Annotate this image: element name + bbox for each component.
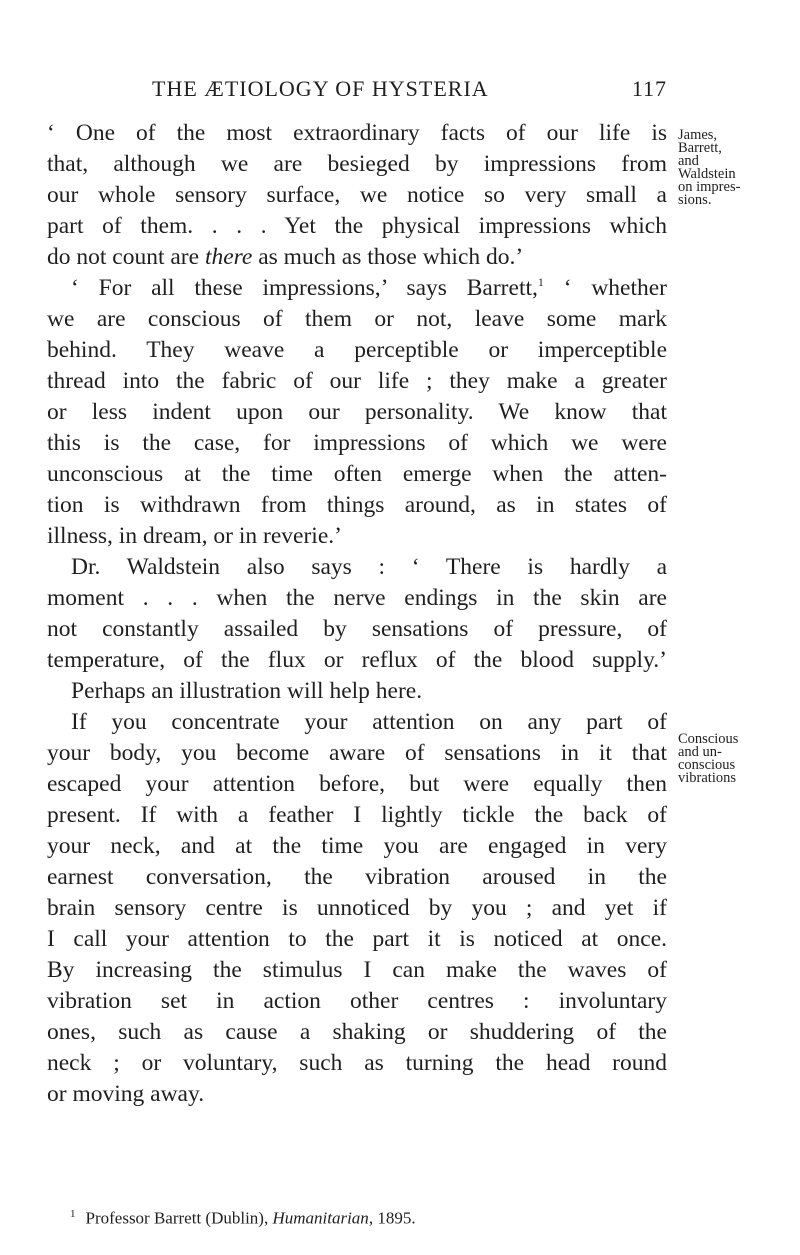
- footnote: [70, 1208, 416, 1229]
- sidenote-line: Waldstein: [678, 166, 736, 182]
- text-line: By increasing the stimulus I can make the waves of: [47, 957, 667, 983]
- text-line: earnest conversation, the vibration aroused in the: [47, 864, 667, 890]
- text-line: Perhaps an illustration will help here.: [71, 678, 423, 704]
- text-line: our whole sensory surface, we notice so very small a: [47, 182, 667, 208]
- text-line: unconscious at the time often emerge when the atten-: [47, 461, 667, 487]
- text-line: If you concentrate your attention on any part of: [71, 709, 667, 735]
- text-line: tion is withdrawn from things around, as in states of: [47, 492, 667, 518]
- sidenote-line: and: [678, 153, 699, 169]
- footnote-journal: Humanitarian: [272, 1208, 369, 1228]
- sidenote-line: conscious: [678, 757, 736, 773]
- footnote-text: Professor Barrett (Dublin),: [85, 1208, 273, 1228]
- text-segment: ‘ whether: [543, 275, 668, 301]
- footnote-text: , 1895.: [368, 1208, 416, 1228]
- text-line: [47, 242, 667, 273]
- text-line: that, although we are besieged by impressions from: [47, 151, 667, 177]
- sidenote-line: on impres-: [678, 179, 741, 195]
- text-segment: ‘ For all these impressions,’ says Barrett,: [71, 275, 538, 301]
- text-line: ‘ One of the most extraordinary facts of our life is: [47, 120, 667, 146]
- text-line: neck ; or voluntary, such as turning the head round: [47, 1050, 667, 1076]
- text-line: moment . . . when the nerve endings in the skin are: [47, 585, 667, 611]
- body-text: [47, 118, 667, 1110]
- text-line: illness, in dream, or in reverie.’: [47, 523, 342, 549]
- text-line: escaped your attention before, but were equally then: [47, 771, 667, 797]
- footnote-mark: 1: [70, 1208, 76, 1220]
- text-line: Dr. Waldstein also says : ‘ There is hardly a: [71, 554, 667, 580]
- text-line: or moving away.: [47, 1081, 205, 1107]
- emphasis: there: [204, 244, 253, 270]
- text-line: I call your attention to the part it is noticed at once.: [47, 926, 667, 952]
- footnote-ref: 1: [537, 275, 544, 290]
- text-line: this is the case, for impressions of which we were: [47, 430, 667, 456]
- chapter-title: THE ÆTIOLOGY OF HYSTERIA: [152, 76, 489, 101]
- text-line: present. If with a feather I lightly tickle the back of: [47, 802, 667, 828]
- sidenote-line: Barrett,: [678, 140, 722, 156]
- sidenote-line: James,: [678, 127, 718, 143]
- sidenote-james-barrett: [678, 129, 798, 207]
- sidenote-line: Conscious: [678, 731, 739, 747]
- text-line: ones, such as cause a shaking or shuddering of the: [47, 1019, 667, 1045]
- text-line: brain sensory centre is unnoticed by you ; and yet if: [47, 895, 667, 921]
- sidenote-line: sions.: [678, 192, 712, 208]
- text-line: your body, you become aware of sensations in it that: [47, 740, 667, 766]
- page-number: 117: [631, 76, 667, 101]
- text-line: thread into the fabric of our life ; they make a greater: [47, 368, 667, 394]
- text-line: your neck, and at the time you are engaged in very: [47, 833, 667, 859]
- running-header: [152, 76, 667, 112]
- text-line: [47, 273, 667, 304]
- text-line: not constantly assailed by sensations of pressure, of: [47, 616, 667, 642]
- text-line: behind. They weave a perceptible or imperceptible: [47, 337, 667, 363]
- sidenote-line: vibrations: [678, 770, 736, 786]
- text-line: temperature, of the flux or reflux of the blood supply.’: [47, 647, 667, 673]
- text-line: we are conscious of them or not, leave some mark: [47, 306, 667, 332]
- text-line: vibration set in action other centres : involuntary: [47, 988, 667, 1014]
- text-segment: do not count are: [47, 244, 200, 270]
- text-segment: as much as those which do.’: [252, 244, 524, 270]
- text-line: or less indent upon our personality. We know that: [47, 399, 667, 425]
- sidenote-line: and un-: [678, 744, 722, 760]
- sidenote-conscious-vibrations: [678, 733, 798, 785]
- text-line: part of them. . . . Yet the physical impressions which: [47, 213, 667, 239]
